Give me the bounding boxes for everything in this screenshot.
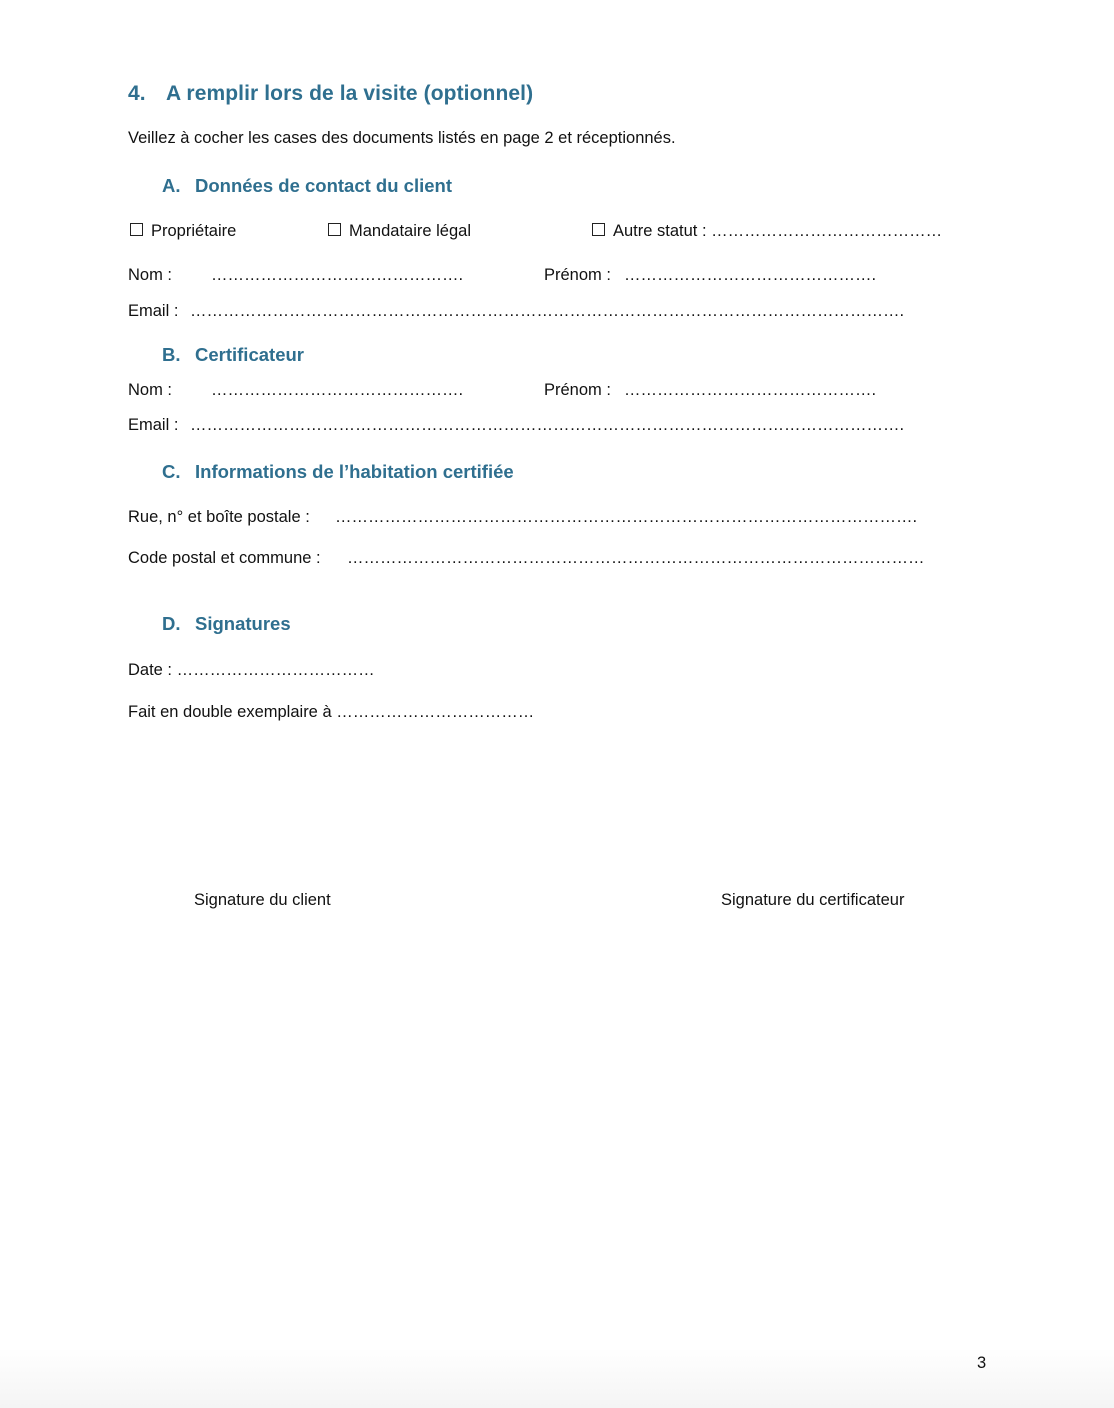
section-title: A remplir lors de la visite (optionnel) [166, 82, 534, 105]
subsection-title: Certificateur [195, 344, 304, 365]
subsection-habitation-heading [162, 461, 514, 483]
page-number: 3 [977, 1354, 987, 1372]
subsection-certificateur-heading [162, 344, 304, 366]
contact-nom-label: Nom : [128, 266, 173, 284]
checkbox[interactable] [328, 223, 341, 236]
status-option-label: Autre statut : …………………………………… [613, 222, 943, 240]
subsection-title: Signatures [195, 613, 291, 634]
status-option-label: Propriétaire [151, 222, 237, 240]
subsection-signatures-heading [162, 613, 291, 635]
status-option-autre[interactable] [592, 222, 942, 241]
signature-certificateur-label: Signature du certificateur [721, 891, 905, 909]
subsection-letter: B. [162, 344, 181, 365]
certificateur-email-label: Email : [128, 416, 179, 434]
subsection-contact-heading [162, 175, 452, 197]
checkbox[interactable] [130, 223, 143, 236]
section-heading [128, 82, 533, 106]
signature-place-label: Fait en double exemplaire à [128, 703, 332, 721]
status-option-proprietaire[interactable] [130, 222, 236, 241]
signature-place-field[interactable]: ……………………………… [336, 703, 535, 721]
certificateur-prenom-label: Prénom : [544, 381, 611, 399]
subsection-letter: C. [162, 461, 181, 482]
signature-client-label: Signature du client [194, 891, 331, 909]
contact-prenom-field[interactable]: ………………………………………. [624, 266, 877, 284]
contact-prenom-label: Prénom : [544, 266, 611, 284]
section-number: 4. [128, 82, 146, 105]
certificateur-nom-field[interactable]: ………………………………………. [211, 381, 464, 399]
certificateur-prenom-field[interactable]: ………………………………………. [624, 381, 877, 399]
subsection-title: Informations de l’habitation certifiée [195, 461, 514, 482]
signature-place-row [128, 703, 534, 722]
subsection-letter: D. [162, 613, 181, 634]
contact-email-label: Email : [128, 302, 179, 320]
status-option-label: Mandataire légal [349, 222, 471, 240]
page-bottom-shadow [0, 1348, 1114, 1408]
signature-date-row [128, 661, 375, 680]
contact-email-field[interactable]: …………………………………………………………………………………………………………………. [190, 302, 905, 320]
certificateur-nom-label: Nom : [128, 381, 173, 399]
subsection-letter: A. [162, 175, 181, 196]
signature-date-field[interactable]: ……………………………… [176, 661, 375, 679]
section-intro: Veillez à cocher les cases des documents listés en page 2 et réceptionnés. [128, 129, 676, 147]
subsection-title: Données de contact du client [195, 175, 452, 196]
certificateur-email-field[interactable]: …………………………………………………………………………………………………………………. [190, 416, 905, 434]
habitation-rue-field[interactable]: ……………………………………………………………………………………………. [335, 508, 918, 526]
signature-date-label: Date : [128, 661, 173, 679]
habitation-rue-label: Rue, n° et boîte postale : [128, 508, 310, 526]
status-option-mandataire[interactable] [328, 222, 471, 241]
habitation-cp-label: Code postal et commune : [128, 549, 321, 567]
checkbox[interactable] [592, 223, 605, 236]
contact-nom-field[interactable]: ………………………………………. [211, 266, 464, 284]
habitation-cp-field[interactable]: …………………………………………………………………………………………… [347, 549, 925, 567]
